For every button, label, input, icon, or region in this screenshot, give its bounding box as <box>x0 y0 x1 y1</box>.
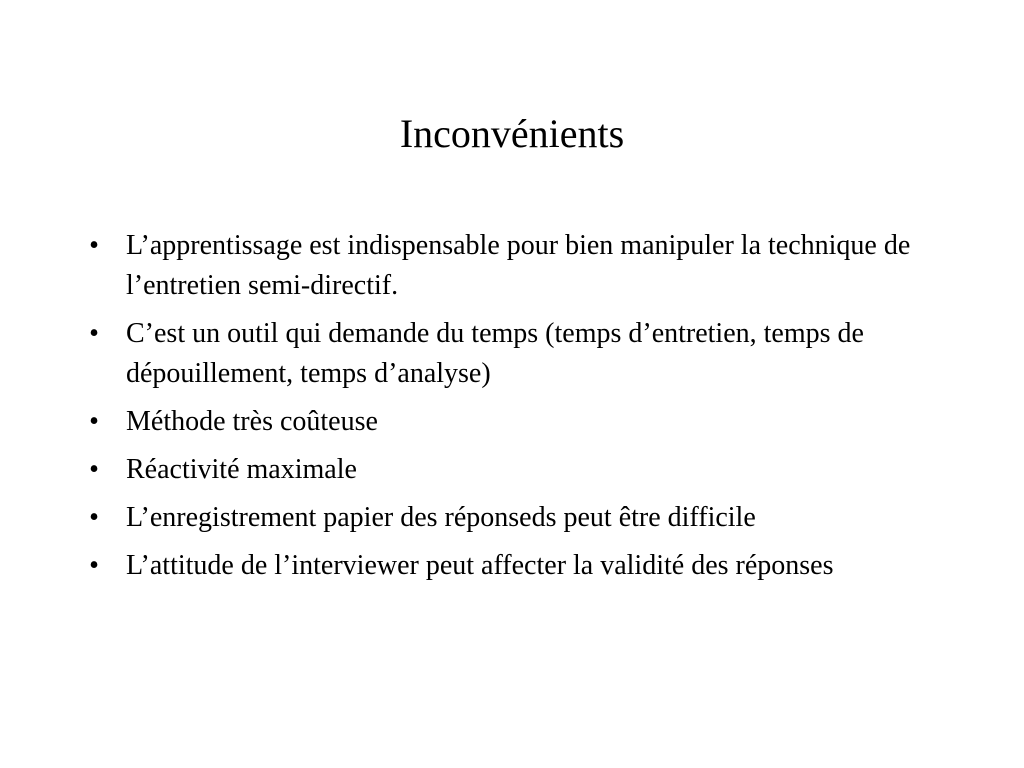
bullet-list <box>84 226 924 594</box>
bullet-text: L’attitude de l’interviewer peut affecter la validité des réponses <box>126 550 834 581</box>
bullet-icon: • <box>89 406 99 437</box>
bullet-text: L’apprentissage est indispensable pour bien manipuler la technique de l’entretien semi-directif. <box>126 230 911 301</box>
bullet-icon: • <box>89 502 99 533</box>
slide-title: Inconvénients <box>399 111 625 156</box>
list-item <box>84 226 924 306</box>
bullet-text: Réactivité maximale <box>126 454 357 485</box>
bullet-icon: • <box>89 230 99 261</box>
list-item <box>84 498 924 538</box>
bullet-text: Méthode très coûteuse <box>126 406 378 437</box>
list-item <box>84 450 924 490</box>
bullet-icon: • <box>89 550 99 581</box>
list-item <box>84 314 924 394</box>
bullet-text: L’enregistrement papier des réponseds peut être difficile <box>126 502 756 533</box>
bullet-text: C’est un outil qui demande du temps (temps d’entretien, temps de dépouillement, temps d’analyse) <box>126 318 864 389</box>
list-item <box>84 546 924 586</box>
bullet-icon: • <box>89 454 99 485</box>
list-item <box>84 402 924 442</box>
bullet-icon: • <box>89 318 99 349</box>
